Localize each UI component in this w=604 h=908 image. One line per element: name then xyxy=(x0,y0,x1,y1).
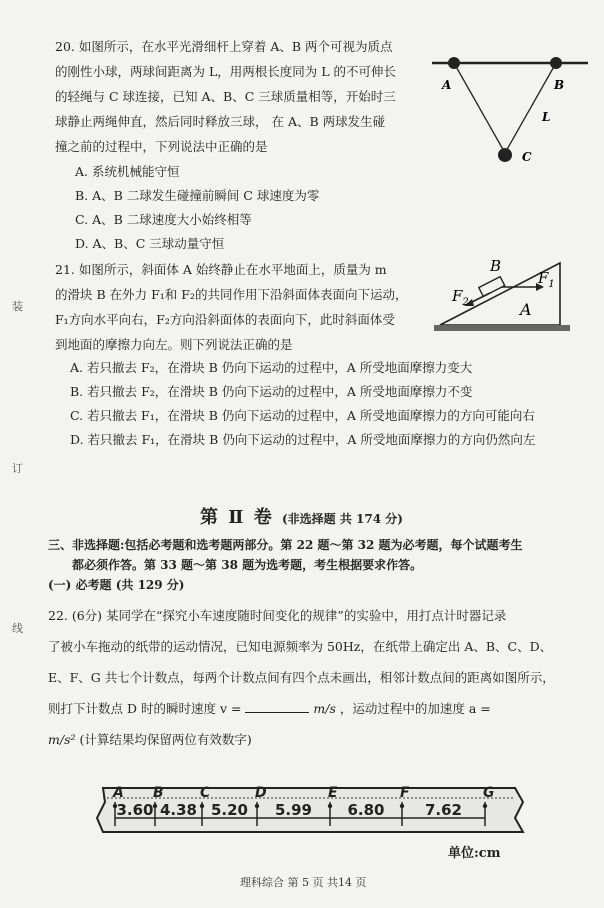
q22-line-4-a: 则打下计数点 D 时的瞬时速度 v = xyxy=(48,701,242,716)
fig21-label-f2: $F_2$ xyxy=(452,287,469,308)
tape-distance-2: 4.38 xyxy=(159,801,198,819)
q21-line-1: 21. 如图所示，斜面体 A 始终静止在水平地面上，质量为 m xyxy=(55,262,387,277)
tape-dot-g xyxy=(483,804,487,808)
fig21-label-a: A xyxy=(520,300,532,319)
required-header: (一) 必考题 (共 129 分) xyxy=(48,578,185,592)
tape-point-c: C xyxy=(200,785,211,801)
part2-instruction-1: 三、非选择题:包括必考题和选考题两部分。第 22 题～第 32 题为必考题，每个试题考生 xyxy=(48,538,523,552)
q20-line-4: 球静止两绳伸直，然后同时释放三球， 在 A、B 两球发生碰 xyxy=(55,114,386,129)
velocity-unit: m/s xyxy=(313,701,336,716)
q21-option-d: D. 若只撤去 F₁，在滑块 B 仍向下运动的过程中，A 所受地面摩擦力的方向仍然向左 xyxy=(70,432,536,447)
part2-subtitle: (非选择题 共 174 分) xyxy=(281,512,403,526)
side-mark-ding: 订 xyxy=(12,462,23,475)
question-20 xyxy=(55,34,396,159)
q22-line-4-b: ，运动过程中的加速度 a = xyxy=(339,701,491,716)
tape-dot-c xyxy=(200,804,204,808)
fig20-label-a: A xyxy=(442,78,452,92)
tape-distance-3: 5.20 xyxy=(210,801,249,819)
side-mark-xian: 线 xyxy=(12,622,23,635)
q21-options xyxy=(70,356,535,452)
q22-line-5-text: (计算结果均保留两位有效数字) xyxy=(79,732,252,747)
fig20-label-l: L xyxy=(542,110,551,124)
tape-distance-5: 6.80 xyxy=(347,801,385,819)
q20-line-5: 撞之前的过程中，下列说法中正确的是 xyxy=(55,139,268,154)
tape-distance-1: 3.60 xyxy=(116,801,154,819)
q20-option-c: C. A、B 二球速度大小始终相等 xyxy=(75,212,252,227)
q22-line-2: 了被小车拖动的纸带的运动情况，已知电源频率为 50Hz，在纸带上确定出 A、B、C、D、 xyxy=(48,639,553,654)
q20-line-1: 20. 如图所示，在水平光滑细杆上穿着 A、B 两个可视为质点 xyxy=(55,39,393,54)
tape-distance-4: 5.99 xyxy=(274,801,313,819)
fig21-label-b: B xyxy=(490,257,502,275)
q22-line-1: 22. (6分) 某同学在“探究小车速度随时间变化的规律”的实验中，用打点计时器记录 xyxy=(48,608,507,623)
tape-point-d: D xyxy=(255,785,267,801)
paper-tape xyxy=(95,780,525,840)
q20-line-3: 的轻绳与 C 球连接，已知 A、B、C 三球质量相等，开始时三 xyxy=(55,89,396,104)
fig21-label-f1: $F_1$ xyxy=(538,269,555,290)
q22-line-5 xyxy=(48,724,555,755)
tape-point-a: A xyxy=(113,785,124,801)
tape-dot-e xyxy=(328,804,332,808)
tape-dot-d xyxy=(255,804,259,808)
q22-line-3: E、F、G 共七个计数点，每两个计数点间有四个点未画出，相邻计数点间的距离如图所示， xyxy=(48,670,555,685)
tape-point-f: F xyxy=(400,785,410,801)
tape-dot-f xyxy=(400,804,404,808)
ground-hatch xyxy=(434,325,570,331)
part2-title-text: 第 Ⅱ 卷 xyxy=(200,507,274,528)
q21-line-3: F₁方向水平向右，F₂方向沿斜面体的表面向下，此时斜面体受 xyxy=(55,312,395,327)
q21-line-2: 的滑块 B 在外力 F₁和 F₂的共同作用下沿斜面体表面向下运动， xyxy=(55,287,408,302)
tape-point-b: B xyxy=(153,785,164,801)
tape-unit-label: 单位:cm xyxy=(448,846,501,861)
q21-figure xyxy=(432,255,572,340)
tape-point-e: E xyxy=(328,785,338,801)
rope-bc xyxy=(505,63,556,153)
question-21 xyxy=(55,257,407,357)
q20-figure xyxy=(430,45,590,175)
q22-line-4 xyxy=(48,693,555,724)
ball-c xyxy=(498,148,512,162)
tape-point-g: G xyxy=(483,785,495,801)
q21-option-c: C. 若只撤去 F₁，在滑块 B 仍向下运动的过程中，A 所受地面摩擦力的方向可能向右 xyxy=(70,408,535,423)
page-footer: 理科综合 第 5 页 共14 页 xyxy=(240,876,367,889)
fig20-label-b: B xyxy=(554,78,565,92)
part2-title xyxy=(200,503,403,529)
tape-distance-6: 7.62 xyxy=(424,801,463,819)
q21-line-4: 到地面的摩擦力向左。则下列说法正确的是 xyxy=(55,337,293,352)
q20-options xyxy=(75,160,319,256)
question-22 xyxy=(48,600,555,755)
q21-option-b: B. 若只撤去 F₂，在滑块 B 仍向下运动的过程中，A 所受地面摩擦力不变 xyxy=(70,384,473,399)
rope-ac xyxy=(454,63,505,153)
acceleration-unit: m/s² xyxy=(48,732,76,747)
q20-line-2: 的刚性小球，两球间距离为 L，用两根长度同为 L 的不可伸长 xyxy=(55,64,397,79)
q21-option-a: A. 若只撤去 F₂，在滑块 B 仍向下运动的过程中，A 所受地面摩擦力变大 xyxy=(70,360,473,375)
q20-option-a: A. 系统机械能守恒 xyxy=(75,164,180,179)
fig20-label-c: C xyxy=(522,150,532,164)
q20-option-b: B. A、B 二球发生碰撞前瞬间 C 球速度为零 xyxy=(75,188,320,203)
q20-option-d: D. A、B、C 三球动量守恒 xyxy=(75,236,225,251)
velocity-blank[interactable] xyxy=(245,698,309,713)
side-mark-zhuang: 装 xyxy=(12,300,23,313)
part2-instruction-2: 都必须作答。第 33 题～第 38 题为选考题，考生根据要求作答。 xyxy=(72,558,423,572)
